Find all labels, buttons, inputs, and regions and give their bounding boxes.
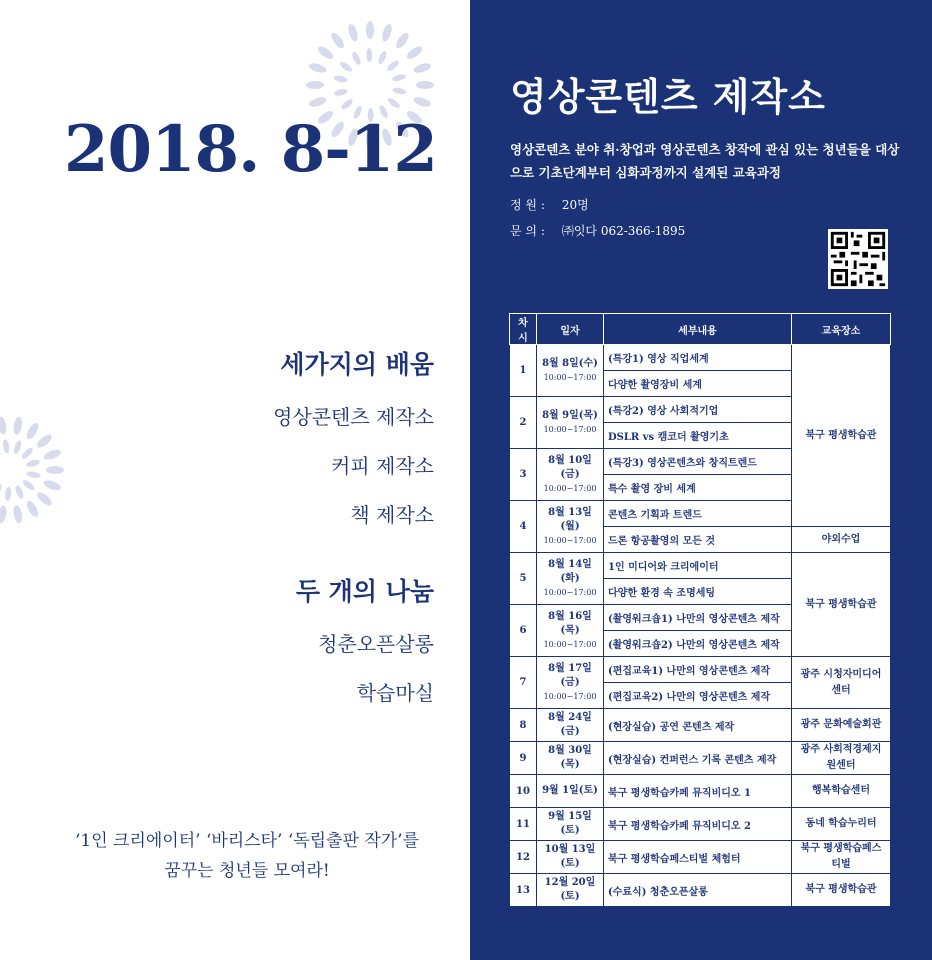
table-row [510,657,891,683]
table-row [510,742,891,775]
session-number: 3 [510,449,537,501]
capacity-label: 정 원 : [510,198,545,212]
session-number: 12 [510,841,537,874]
flower-petal [377,50,388,65]
session-date [537,742,604,775]
flower-petal [42,479,62,493]
session-number: 9 [510,742,537,775]
session-date-label: 8월 17일(금) [548,662,592,688]
session-date-label: 9월 15일(토) [548,811,592,836]
session-date-label: 8월 10일(금) [548,454,592,480]
flower-petal [416,81,434,89]
share-heading: 두 개의 나눔 [295,577,434,606]
session-date-label: 8월 13일(월) [548,506,592,532]
event-date: 2018. 8-12 [64,112,437,187]
session-date-label: 10월 13일(토) [544,844,596,869]
share-section [296,572,434,726]
session-place: 광주 사회적경제지원센터 [792,742,891,775]
flower-petal [339,60,354,73]
table-row [510,808,891,841]
session-content: (편집교육1) 나만의 영상콘텐츠 제작 [604,657,792,683]
session-content: (현장실습) 공연 콘텐츠 제작 [604,709,792,742]
session-time: 10:00~17:00 [543,483,597,493]
session-number: 10 [510,775,537,808]
flower-petal [13,440,23,455]
qr-code-icon[interactable] [828,229,888,289]
session-date [537,501,604,553]
session-date [537,553,604,605]
table-row [510,345,891,371]
table-row [510,841,891,874]
session-place: 행복학습센터 [792,775,891,808]
program-title: 영상콘텐츠 제작소 [510,74,826,119]
capacity-value: 20명 [561,198,589,212]
flower-petal [386,59,401,73]
learn-item: 책 제작소 [350,503,434,527]
session-content: 특수 촬영 장비 세계 [604,475,792,501]
header-session: 차시 [510,314,537,345]
session-content: 드론 항공촬영의 모든 것 [604,527,792,553]
header-content: 세부내용 [604,314,792,345]
learn-item: 커피 제작소 [331,454,434,478]
flower-petal [12,416,23,435]
session-place: 북구 평생학습관 [792,874,891,907]
flower-petal [387,97,402,110]
session-time: 10:00~17:00 [543,535,597,545]
flower-petal [340,97,355,111]
flower-petal [25,421,41,441]
session-content: (특강2) 영상 사회적기업 [604,397,792,423]
flower-petal [42,448,62,462]
session-date [537,841,604,874]
session-date-label: 8월 14일(화) [548,558,592,584]
session-date [537,345,604,397]
program-description: 영상콘텐츠 분야 취·창업과 영상콘텐츠 창작에 관심 있는 청년들을 대상으로 기초단계부터 심화과정까지 설계된 교육과정 [510,142,900,180]
contact-label: 문 의 : [510,224,545,238]
session-number: 1 [510,345,537,397]
session-number: 5 [510,553,537,605]
session-content: (편집교육2) 나만의 영상콘텐츠 제작 [604,683,792,709]
session-content: 북구 평생학습카페 뮤직비디오 1 [604,775,792,808]
session-date-label: 8월 30일(목) [548,745,592,770]
session-content: (촬영워크숍2) 나만의 영상콘텐츠 제작 [604,631,792,657]
flower-petal [0,483,3,498]
session-content: 다양한 환경 속 조명세팅 [604,579,792,605]
slogan-line: ‘1인 크리에이터’ ‘바리스타’ ‘독립출판 작가’를 [74,831,420,851]
learn-section [273,345,434,548]
flower-petal [329,31,346,50]
flower-petal [2,439,10,454]
table-row [510,874,891,907]
session-content: 다양한 촬영장비 세계 [604,371,792,397]
table-row [510,775,891,808]
learn-heading: 세가지의 배움 [280,350,434,379]
header-place: 교육장소 [792,314,891,345]
flower-petal [413,95,433,108]
flower-petal [25,458,40,468]
session-number: 7 [510,657,537,709]
session-time: 10:00~17:00 [543,372,597,382]
flower-petal [26,470,41,479]
flower-decoration-left [0,390,90,550]
header-date: 일자 [537,314,604,345]
flower-petal [306,81,324,89]
flower-petal [333,88,348,97]
flower-petal [392,73,407,82]
flower-petal [394,31,411,50]
share-item: 청춘오픈살롱 [318,632,434,656]
session-number: 6 [510,605,537,657]
right-panel [470,0,932,960]
flower-petal [413,61,433,74]
session-content: 북구 평생학습페스티벌 체험터 [604,841,792,874]
session-date [537,775,604,808]
session-content: 북구 평생학습카페 뮤직비디오 2 [604,808,792,841]
session-place: 야외수업 [792,527,891,553]
session-date-label: 8월 24일(금) [548,712,592,737]
contact-info [510,222,685,239]
flower-petal [0,416,8,435]
session-time: 10:00~17:00 [543,691,597,701]
session-content: (특강3) 영상콘텐츠와 창직트렌드 [604,449,792,475]
session-number: 13 [510,874,537,907]
session-time: 10:00~17:00 [543,639,597,649]
flower-petal [392,87,407,96]
session-date-label: 8월 8일(수) [542,357,598,369]
session-place: 북구 평생학습관 [792,553,891,657]
flower-petal [0,505,8,524]
flower-petal [308,61,328,74]
flower-petal [366,21,374,39]
session-place: 북구 평생학습관 [792,345,891,527]
flower-petal [14,484,25,499]
session-date [537,808,604,841]
session-date-label: 8월 9일(목) [542,409,598,421]
flower-petal [21,478,36,491]
session-date [537,605,604,657]
flower-petal [308,95,328,108]
table-row [510,709,891,742]
session-content: DSLR vs 캠코더 촬영기초 [604,423,792,449]
flower-petal [0,443,2,458]
session-time: 10:00~17:00 [543,424,597,434]
flower-petal [20,446,34,460]
session-content: 1인 미디어와 크리에이터 [604,553,792,579]
flower-petal [366,48,372,62]
session-number: 11 [510,808,537,841]
flower-petal [46,466,64,474]
session-date-label: 8월 16일(목) [548,610,592,636]
session-content: (현장실습) 컨퍼런스 기록 콘텐츠 제작 [604,742,792,775]
flower-petal [12,505,23,524]
session-place: 광주 시청자미디어센터 [792,657,891,709]
session-content: (특강1) 영상 직업세계 [604,345,792,371]
flower-petal [405,44,424,61]
schedule-table [509,313,891,907]
session-content: (촬영워크숍1) 나만의 영상콘텐츠 제작 [604,605,792,631]
session-number: 4 [510,501,537,553]
flower-petal [350,51,362,66]
session-number: 2 [510,397,537,449]
slogan-line: 꿈꾸는 청년들 모여라! [164,861,330,881]
slogan [0,826,494,886]
flower-petal [35,490,54,508]
capacity-info [510,196,589,213]
session-date-label: 12월 20일(토) [544,877,596,902]
session-date [537,397,604,449]
flower-petal [35,432,54,450]
session-date [537,709,604,742]
session-place: 북구 평생학습페스티벌 [792,841,891,874]
session-number: 8 [510,709,537,742]
session-date [537,874,604,907]
share-item: 학습마실 [356,681,434,705]
flower-petal [380,23,393,43]
contact-value: ㈜잇다 062-366-1895 [561,224,686,238]
flower-petal [316,44,335,61]
session-time: 10:00~17:00 [543,587,597,597]
table-row [510,553,891,579]
flower-petal [333,75,348,84]
flower-petal [346,23,359,43]
flower-petal [25,499,41,519]
session-content: (수료식) 청춘오픈살롱 [604,874,792,907]
table-header-row [510,314,891,345]
session-content: 콘텐츠 기획과 트렌드 [604,501,792,527]
session-place: 동네 학습누리터 [792,808,891,841]
session-place: 광주 문화예술회관 [792,709,891,742]
session-date [537,657,604,709]
session-date-label: 9월 1일(토) [542,785,598,796]
learn-item: 영상콘텐츠 제작소 [273,405,434,429]
session-date [537,449,604,501]
flower-petal [5,487,12,501]
